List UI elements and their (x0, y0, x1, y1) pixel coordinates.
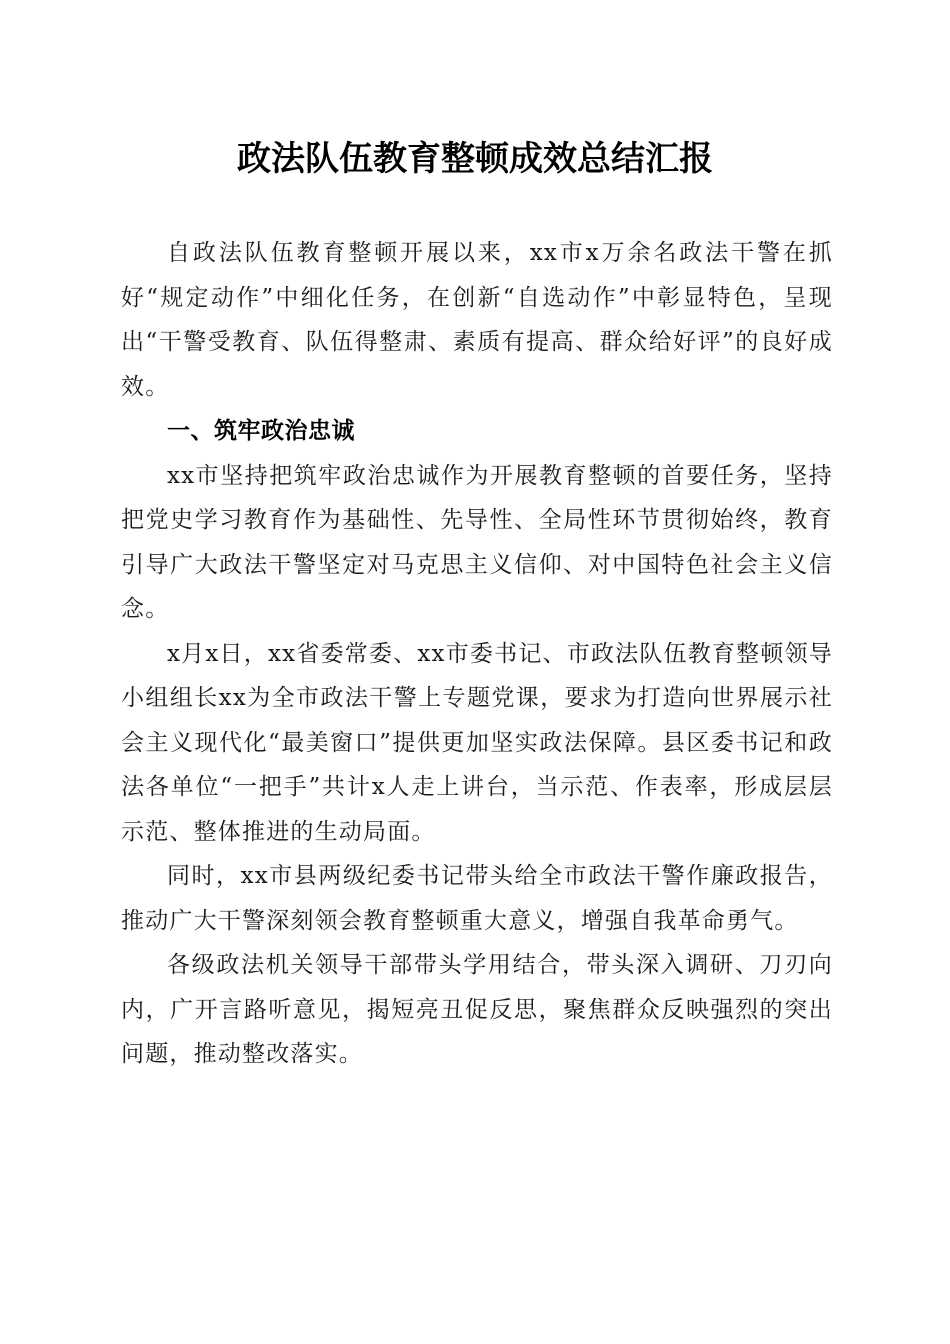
intro-paragraph: 自政法队伍教育整顿开展以来，xx市x万余名政法干警在抓好“规定动作”中细化任务，在创新“自选动作”中彰显特色，呈现出“干警受教育、队伍得整肃、素质有提高、群众给好评”的良好成效。 (121, 240, 833, 400)
body-paragraph: xx市坚持把筑牢政治忠诚作为开展教育整顿的首要任务，坚持把党史学习教育作为基础性、先导性、全局性环节贯彻始终，教育引导广大政法干警坚定对马克思主义信仰、对中国特色社会主义信念。 (121, 462, 833, 622)
body-paragraph: 各级政法机关领导干部带头学用结合，带头深入调研、刀刃向内，广开言路听意见，揭短亮丑促反思，聚焦群众反映强烈的突出问题，推动整改落实。 (121, 952, 833, 1067)
body-paragraph: x月x日，xx省委常委、xx市委书记、市政法队伍教育整顿领导小组组长xx为全市政法干警上专题党课，要求为打造向世界展示社会主义现代化“最美窗口”提供更加坚实政法保障。县区委书记和政法各单位“一把手”共计x人走上讲台，当示范、作表率，形成层层示范、整体推进的生动局面。 (121, 640, 833, 845)
body-paragraph: 同时，xx市县两级纪委书记带头给全市政法干警作廉政报告，推动广大干警深刻领会教育整顿重大意义，增强自我革命勇气。 (121, 863, 833, 934)
document-body (121, 231, 833, 1077)
document-title: 政法队伍教育整顿成效总结汇报 (237, 139, 713, 179)
section-heading: 一、筑牢政治忠诚 (167, 418, 355, 444)
